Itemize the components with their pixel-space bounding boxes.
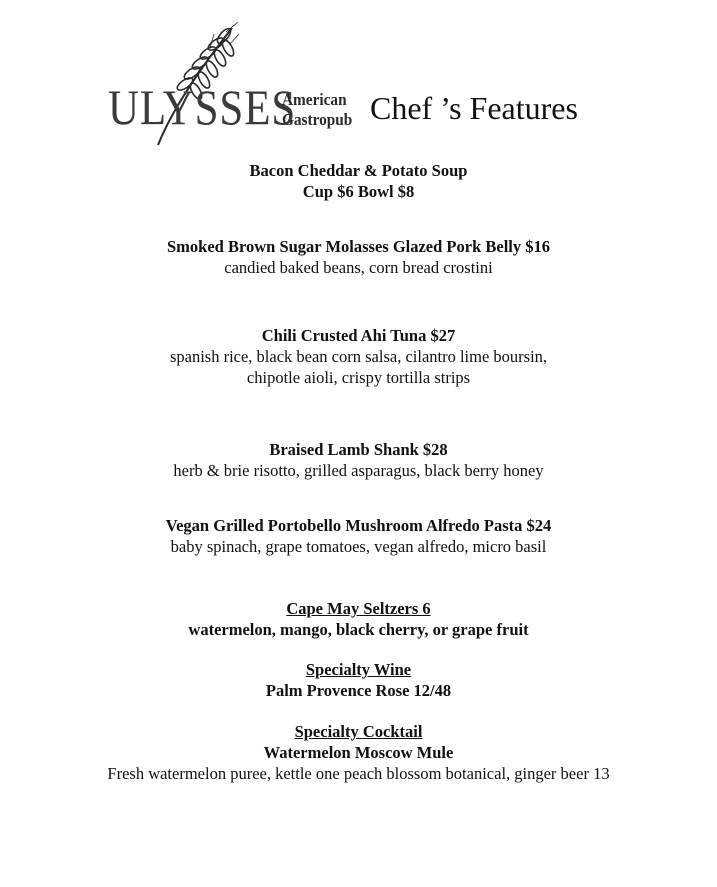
menu-item-soup bbox=[0, 160, 717, 202]
item-description-line2: chipotle aioli, crispy tortilla strips bbox=[246, 368, 471, 387]
item-name: Braised Lamb Shank $28 bbox=[269, 440, 448, 459]
logo-subtitle-line1: American bbox=[282, 90, 347, 109]
cocktail-description: Fresh watermelon puree, kettle one peach blossom botanical, ginger beer 13 bbox=[107, 764, 610, 783]
logo-subtitle-line2: Gastropub bbox=[282, 110, 353, 129]
cocktail-name: Watermelon Moscow Mule bbox=[263, 743, 454, 762]
page-title: Chef ’s Features bbox=[370, 90, 578, 126]
section-heading: Specialty Cocktail bbox=[294, 722, 423, 741]
menu-item-lamb-shank bbox=[0, 439, 717, 481]
item-description: candied baked beans, corn bread crostini bbox=[224, 258, 493, 277]
menu-item-ahi-tuna bbox=[0, 325, 717, 388]
section-heading: Cape May Seltzers 6 bbox=[286, 599, 431, 618]
item-description: baby spinach, grape tomatoes, vegan alfredo, micro basil bbox=[170, 537, 547, 556]
item-name: Chili Crusted Ahi Tuna $27 bbox=[261, 326, 456, 345]
item-name: Vegan Grilled Portobello Mushroom Alfredo Pasta $24 bbox=[165, 516, 552, 535]
menu-section-wine bbox=[0, 659, 717, 701]
item-name: Bacon Cheddar & Potato Soup bbox=[249, 161, 468, 180]
item-prices: Cup $6 Bowl $8 bbox=[302, 182, 415, 201]
logo-wordmark: ULYSSES bbox=[108, 79, 297, 135]
menu-item-pork-belly bbox=[0, 236, 717, 278]
menu-section-cocktail bbox=[0, 721, 717, 784]
header bbox=[0, 0, 717, 150]
item-name: Smoked Brown Sugar Molasses Glazed Pork Belly $16 bbox=[166, 237, 551, 256]
item-description-line1: spanish rice, black bean corn salsa, cilantro lime boursin, bbox=[169, 347, 548, 366]
section-heading: Specialty Wine bbox=[305, 660, 412, 679]
menu-section-seltzers bbox=[0, 598, 717, 640]
item-description: herb & brie risotto, grilled asparagus, black berry honey bbox=[173, 461, 544, 480]
seltzer-flavors: watermelon, mango, black cherry, or grape fruit bbox=[188, 620, 529, 639]
menu-item-vegan-pasta bbox=[0, 515, 717, 557]
wine-name: Palm Provence Rose 12/48 bbox=[265, 681, 452, 700]
logo-subtitle bbox=[282, 90, 352, 130]
